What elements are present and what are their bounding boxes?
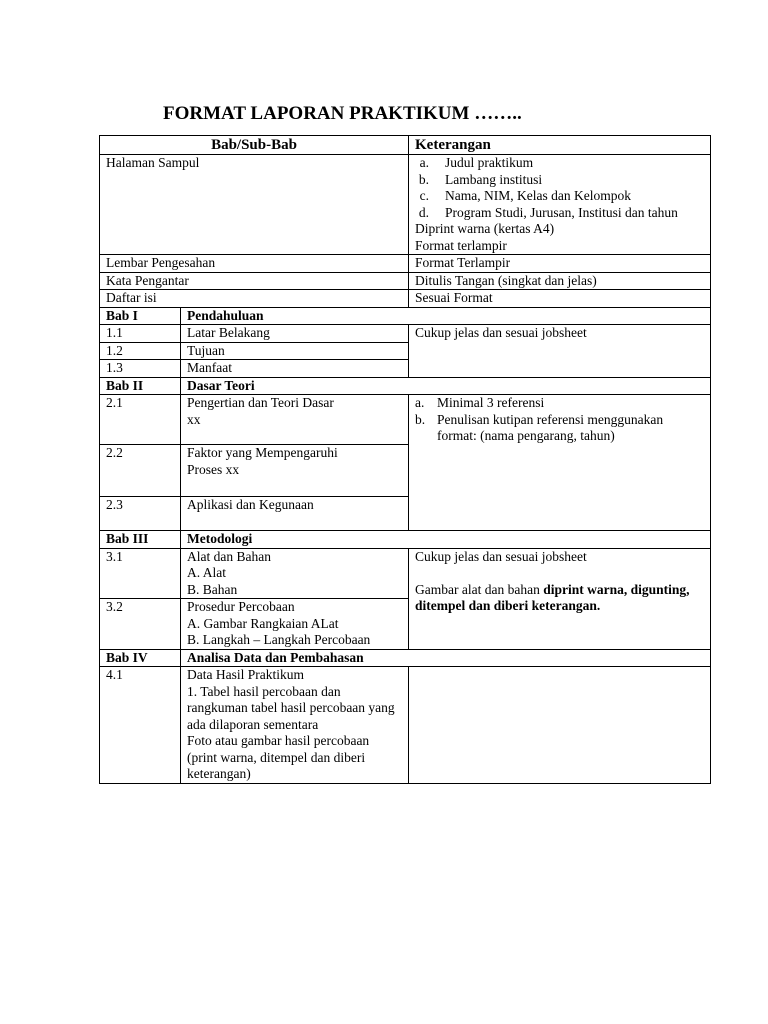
sampul-list	[415, 155, 704, 221]
sub-title-line: xx	[187, 411, 201, 427]
list-item	[415, 412, 704, 445]
sub-title-line: B. Bahan	[187, 581, 238, 597]
sub-number: 2.1	[100, 395, 181, 445]
spacer	[415, 565, 704, 582]
row-desc	[409, 155, 711, 255]
sub-title-line: Proses xx	[187, 461, 240, 477]
list-item	[415, 205, 704, 222]
list-marker: a.	[415, 395, 425, 410]
sub-number: 1.3	[100, 360, 181, 378]
sub-title: Latar Belakang	[181, 325, 409, 343]
list-marker: d.	[418, 204, 430, 220]
list-item	[415, 188, 704, 205]
list-marker: b.	[418, 171, 430, 187]
sub-title	[181, 395, 409, 445]
list-marker: c.	[419, 188, 430, 203]
sub-title-line: B. Langkah – Langkah Percobaan	[187, 632, 371, 647]
row-desc	[409, 667, 711, 784]
header-bab-sub-bab: Bab/Sub-Bab	[100, 136, 409, 155]
table-header-row	[100, 136, 711, 155]
sub-title: Tujuan	[181, 342, 409, 360]
referensi-list	[415, 395, 704, 445]
sub-number: 2.3	[100, 497, 181, 531]
row-label: Kata Pengantar	[100, 272, 409, 290]
table-row	[100, 255, 711, 273]
table-row	[100, 272, 711, 290]
sub-title-line: A. Alat	[187, 565, 226, 580]
row-label: Halaman Sampul	[100, 155, 409, 255]
desc-plain: Gambar alat dan bahan	[415, 581, 544, 597]
table-row	[100, 667, 711, 784]
sub-title-line: Data Hasil Praktikum	[187, 667, 304, 682]
sub-title-line: Foto atau gambar hasil percobaan (print warna, ditempel dan diberi keterangan)	[187, 733, 370, 781]
chapter-row	[100, 531, 711, 549]
row-label: Lembar Pengesahan	[100, 255, 409, 273]
sub-title-line: Faktor yang Mempengaruhi	[187, 445, 338, 460]
list-text: Program Studi, Jurusan, Institusi dan tahun	[445, 204, 678, 220]
desc-line	[415, 582, 704, 615]
page-title: FORMAT LAPORAN PRAKTIKUM ……..	[163, 103, 522, 124]
list-marker: a.	[419, 155, 430, 170]
chapter-row	[100, 649, 711, 667]
row-desc: Format Terlampir	[409, 255, 711, 273]
list-text: Lambang institusi	[445, 171, 543, 187]
sub-number: 3.1	[100, 548, 181, 599]
sub-title-line: Alat dan Bahan	[187, 548, 271, 564]
list-marker: b.	[415, 411, 426, 427]
list-text: Judul praktikum	[445, 155, 534, 170]
list-text: Minimal 3 referensi	[437, 395, 545, 410]
list-item	[415, 172, 704, 189]
list-text: Nama, NIM, Kelas dan Kelompok	[445, 188, 631, 203]
sub-title	[181, 548, 409, 599]
list-item	[415, 395, 704, 412]
sub-title-line: 1. Tabel hasil percobaan dan rangkuman tabel hasil percobaan yang ada dilaporan sementara	[187, 683, 395, 732]
chapter-number: Bab IV	[100, 649, 181, 667]
format-table	[99, 135, 711, 784]
list-text: Penulisan kutipan referensi menggunakan format: (nama pengarang, tahun)	[437, 411, 664, 443]
row-desc	[409, 395, 711, 531]
chapter-row	[100, 377, 711, 395]
sub-title	[181, 599, 409, 650]
sub-number: 4.1	[100, 667, 181, 784]
table-row	[100, 548, 711, 599]
sub-number: 2.2	[100, 445, 181, 497]
chapter-number: Bab II	[100, 377, 181, 395]
list-item	[415, 155, 704, 172]
sub-title-line: Pengertian dan Teori Dasar	[187, 395, 334, 410]
sub-title-line: Prosedur Percobaan	[187, 599, 295, 614]
sub-title	[181, 667, 409, 784]
chapter-number: Bab I	[100, 307, 181, 325]
table-row	[100, 155, 711, 255]
row-desc	[409, 548, 711, 649]
sub-number: 1.2	[100, 342, 181, 360]
sub-number: 3.2	[100, 599, 181, 650]
sub-title	[181, 445, 409, 497]
chapter-title: Analisa Data dan Pembahasan	[181, 649, 711, 667]
row-desc: Cukup jelas dan sesuai jobsheet	[409, 325, 711, 378]
row-desc: Sesuai Format	[409, 290, 711, 308]
chapter-title: Metodologi	[181, 531, 711, 549]
chapter-title: Dasar Teori	[181, 377, 711, 395]
chapter-row	[100, 307, 711, 325]
desc-bold: diprint warna, digunting, ditempel dan diberi keterangan.	[415, 581, 690, 613]
sub-title-line: A. Gambar Rangkaian ALat	[187, 615, 339, 631]
table-row	[100, 395, 711, 445]
sampul-note: Diprint warna (kertas A4)	[415, 221, 555, 236]
chapter-title: Pendahuluan	[181, 307, 711, 325]
chapter-number: Bab III	[100, 531, 181, 549]
sub-title: Manfaat	[181, 360, 409, 378]
header-keterangan: Keterangan	[409, 136, 711, 155]
sampul-note: Format terlampir	[415, 237, 507, 253]
table-row	[100, 325, 711, 343]
desc-line: Cukup jelas dan sesuai jobsheet	[415, 548, 587, 564]
sub-title: Aplikasi dan Kegunaan	[181, 497, 409, 531]
row-desc: Ditulis Tangan (singkat dan jelas)	[409, 272, 711, 290]
sub-number: 1.1	[100, 325, 181, 343]
row-label: Daftar isi	[100, 290, 409, 308]
table-row	[100, 290, 711, 308]
